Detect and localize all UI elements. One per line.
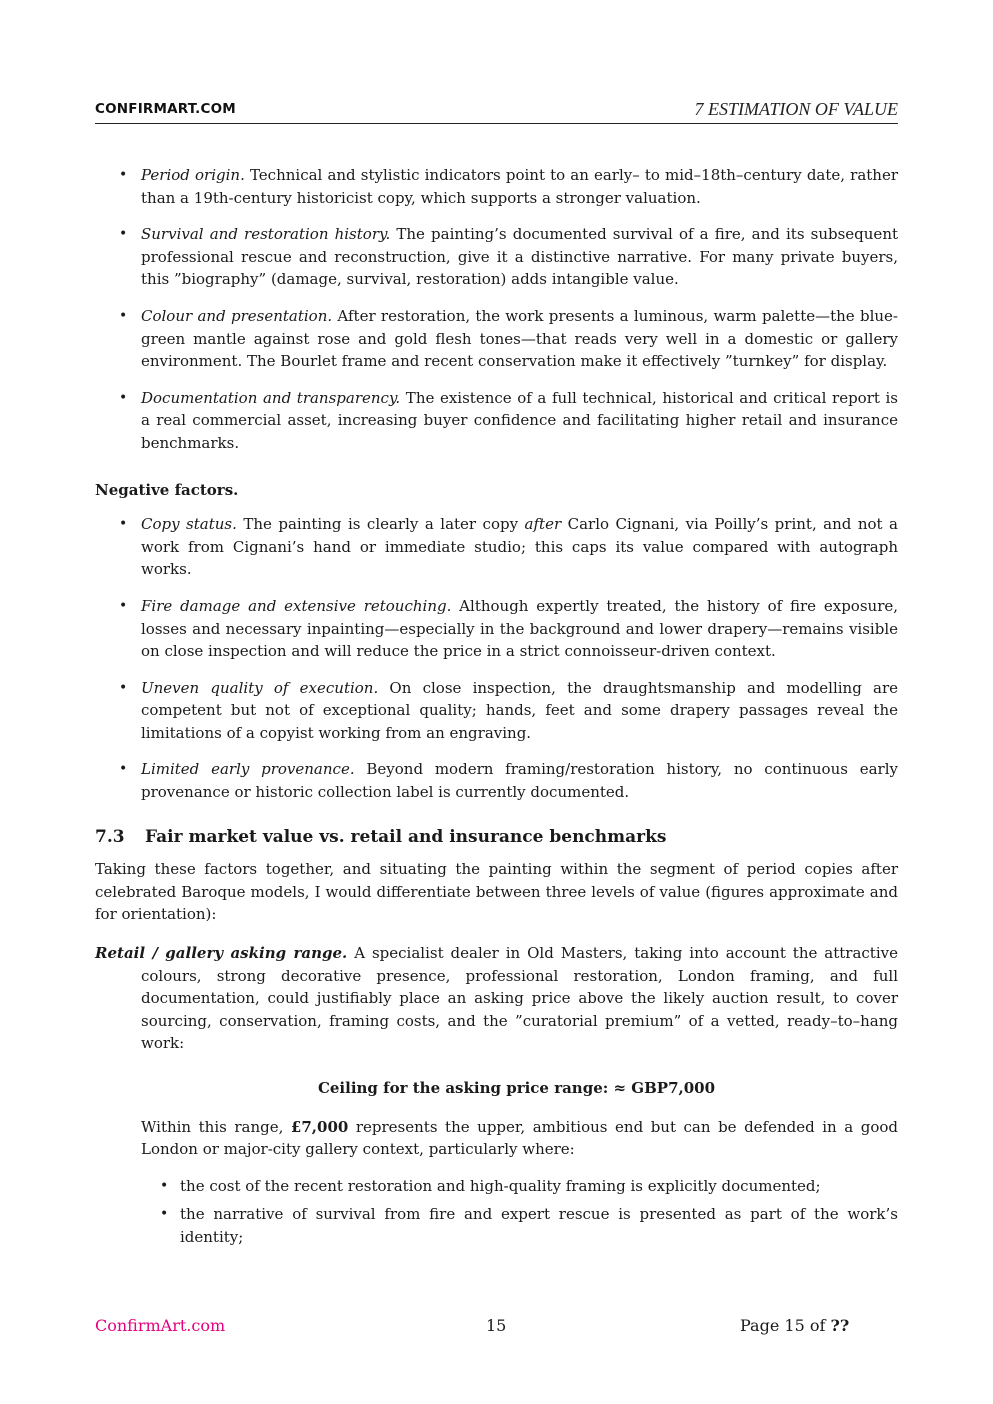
positive-factors-list [95, 164, 898, 455]
section-title: Fair market value vs. retail and insurance benchmarks [145, 826, 667, 847]
list-item [95, 758, 898, 803]
item-lead: Survival and restoration history. [141, 225, 391, 244]
site-logo: CONFIRMART.COM [95, 101, 236, 117]
item-text: Although expertly treated, the history of fire exposure, losses and necessary inpainting—especially in the background and lower drapery—remains visible on close inspection and will reduce the price in a strict connoisseur-driven context. [141, 596, 899, 661]
body-text [95, 164, 898, 1249]
negative-factors-heading: Negative factors. [95, 480, 239, 499]
footer-page-count [740, 1316, 849, 1335]
item-text: The painting is clearly a later copy [236, 515, 525, 534]
footer-page-number: 15 [486, 1316, 507, 1335]
item-text: The existence of a full technical, historical and critical report is a real commercial asset, increasing buyer confidence and facilitating higher retail and insurance benchmarks. [141, 388, 899, 452]
retail-description [95, 942, 898, 1055]
negative-factors-list [95, 513, 898, 804]
item-lead: Colour and presentation. [141, 306, 333, 325]
item-text: On close inspection, the draughtsmanship and modelling are competent but not of exceptional quality; hands, feet and some drapery passages reveal the limitations of a copyist working from an engraving. [141, 678, 898, 742]
range-text: represents the upper, ambitious end but can be defended in a good London or major-city gallery context, particularly where: [141, 1117, 898, 1159]
range-price: £7,000 [290, 1117, 349, 1136]
item-text: The painting’s documented survival of a fire, and its subsequent professional rescue and reconstruction, give it a distinctive narrative. For many private buyers, this ”biography” (damage, survival, restoration) adds intangible value. [141, 225, 899, 289]
description-text: A specialist dealer in Old Masters, taking into account the attractive colours, strong decorative presence, professional restoration, London framing, and full documentation, could justifiably place an asking price above the likely auction result, to cover sourcing, conservation, framing costs, and the ”curatorial premium” of a vetted, ready–to–hang work: [141, 944, 898, 1053]
item-text: Technical and stylistic indicators point to an early– to mid–18th–century date, rather than a 19th-century historicist copy, which supports a stronger valuation. [141, 166, 898, 207]
item-emphasis: after [524, 515, 562, 534]
item-text: Carlo Cignani, via Poilly’s print, and not a work from Cignani’s hand or immediate studio; this caps its value compared with autograph works. [141, 515, 898, 579]
section-heading [95, 826, 898, 849]
item-lead: Limited early provenance. [141, 760, 355, 779]
list-item [95, 387, 898, 455]
item-lead: Documentation and transparency. [141, 388, 401, 407]
item-lead: Uneven quality of execution. [141, 678, 379, 697]
item-lead: Fire damage and extensive retouching. [141, 596, 452, 615]
ceiling-price-statement: Ceiling for the asking price range: ≈ GBP7,000 [317, 1079, 716, 1097]
conditions-list [95, 1175, 898, 1249]
list-item [95, 223, 898, 291]
footer-site-link[interactable]: ConfirmArt.com [95, 1316, 226, 1335]
list-item [95, 513, 898, 581]
range-text: Within this range, [141, 1117, 291, 1136]
list-item [95, 164, 898, 209]
running-title: 7 ESTIMATION OF VALUE [694, 99, 898, 119]
list-item [95, 595, 898, 663]
range-paragraph [95, 1116, 898, 1161]
item-lead: Copy status. [141, 515, 237, 534]
description-term: Retail / gallery asking range. [95, 944, 348, 963]
page-of-label: Page 15 of [740, 1316, 831, 1335]
item-lead: Period origin. [141, 166, 245, 184]
condition-item: • the cost of the recent restoration and high-quality framing is explicitly documented; [95, 1175, 898, 1198]
list-item [95, 305, 898, 373]
item-text: After restoration, the work presents a luminous, warm palette—the blue-green mantle against rose and gold flesh tones—that reads very well in a domestic or gallery environment. The Bourlet frame and recent conservation make it effectively ”turnkey” for display. [141, 306, 898, 371]
page-header [95, 99, 898, 124]
item-text: Beyond modern framing/restoration history, no continuous early provenance or historic collection label is currently documented. [141, 760, 898, 802]
list-item [95, 677, 898, 745]
condition-item: • the narrative of survival from fire and expert rescue is presented as part of the work’s identity; [95, 1203, 898, 1248]
section-intro: Taking these factors together, and situating the painting within the segment of period copies after celebrated Baroque models, I would differentiate between three levels of value (figures approximate and for orientation): [95, 860, 898, 924]
page-total: ?? [830, 1316, 850, 1335]
section-number: 7.3 [95, 826, 125, 847]
